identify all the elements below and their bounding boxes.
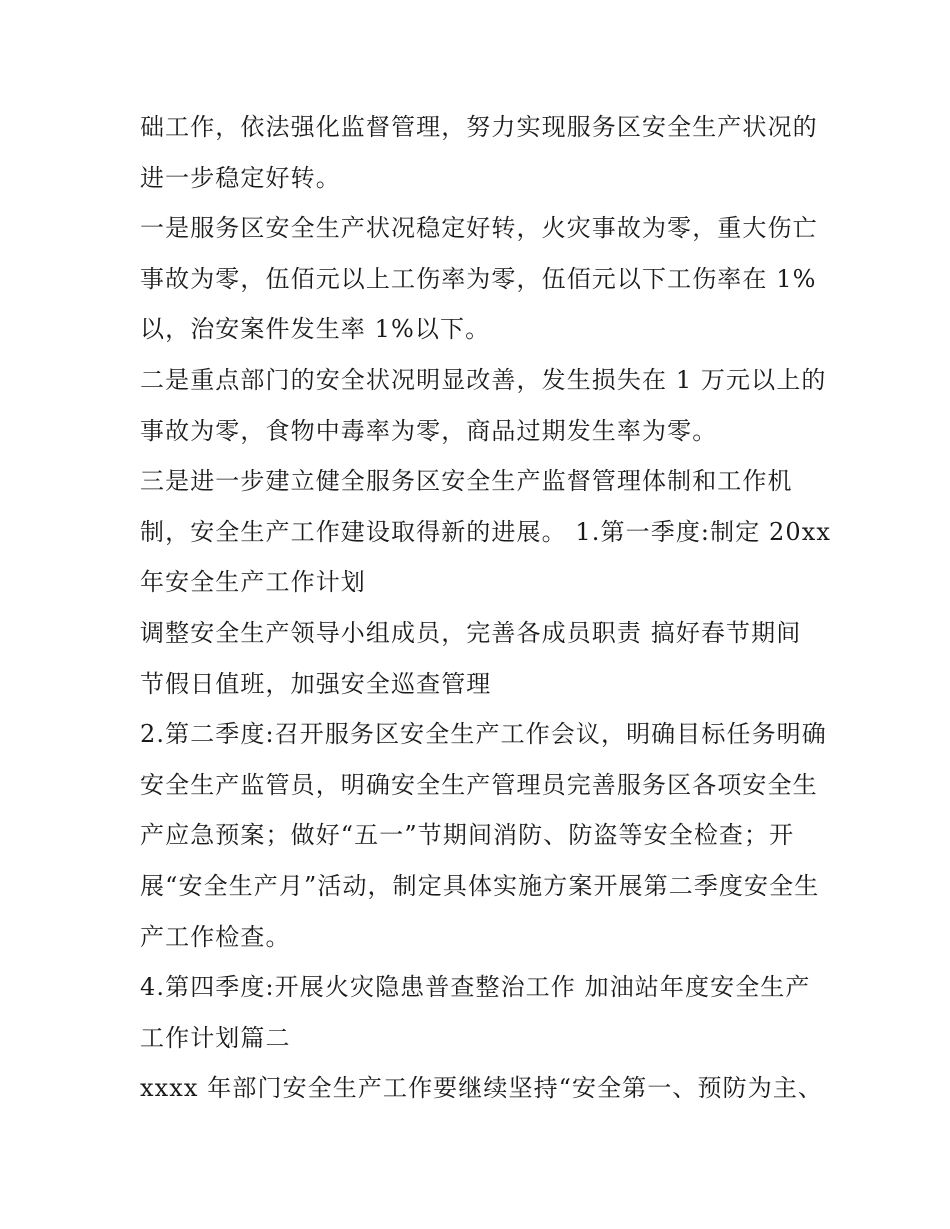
- text-line: 调整安全生产领导小组成员，完善各成员职责 搞好春节期间: [140, 618, 802, 647]
- text-line: 一是服务区安全生产状况稳定好转，火灾事故为零，重大伤亡: [140, 214, 818, 243]
- text-line: 事故为零，伍佰元以上工伤率为零，伍佰元以下工伤率在 1%: [140, 264, 817, 293]
- text-line: 年安全生产工作计划: [140, 568, 366, 597]
- text-line: 安全生产监管员，明确安全生产管理员完善服务区各项安全生: [140, 770, 818, 799]
- document-body: [140, 102, 832, 1114]
- text-line: 础工作，依法强化监督管理，努力实现服务区安全生产状况的: [140, 113, 818, 141]
- text-line: 进一步稳定好转。: [140, 163, 341, 192]
- text-line: 4.第四季度:开展火灾隐患普查整治工作 加油站年度安全生产: [140, 973, 811, 1002]
- text-line: 展“安全生产月”活动，制定具体实施方案开展第二季度安全生: [140, 871, 820, 900]
- text-line: 以，治安案件发生率 1%以下。: [140, 315, 491, 344]
- text-line: 产工作检查。: [140, 922, 291, 951]
- text-line: 制，安全生产工作建设取得新的进展。 1.第一季度:制定 20xx: [140, 517, 832, 546]
- text-line: 三是进一步建立健全服务区安全生产监督管理体制和工作机: [140, 467, 793, 496]
- text-line: 工作计划篇二: [140, 1023, 291, 1052]
- text-line: xxxx 年部门安全生产工作要继续坚持“安全第一、预防为主、: [140, 1074, 824, 1103]
- text-line: 节假日值班，加强安全巡查管理: [140, 669, 492, 698]
- text-line: 事故为零，食物中毒率为零，商品过期发生率为零。: [140, 416, 718, 445]
- text-line: 产应急预案；做好“五一”节期间消防、防盗等安全检查；开: [140, 821, 795, 850]
- text-line: 2.第二季度:召开服务区安全生产工作会议，明确目标任务明确: [140, 720, 827, 749]
- text-line: 二是重点部门的安全状况明显改善，发生损失在 1 万元以上的: [140, 365, 827, 394]
